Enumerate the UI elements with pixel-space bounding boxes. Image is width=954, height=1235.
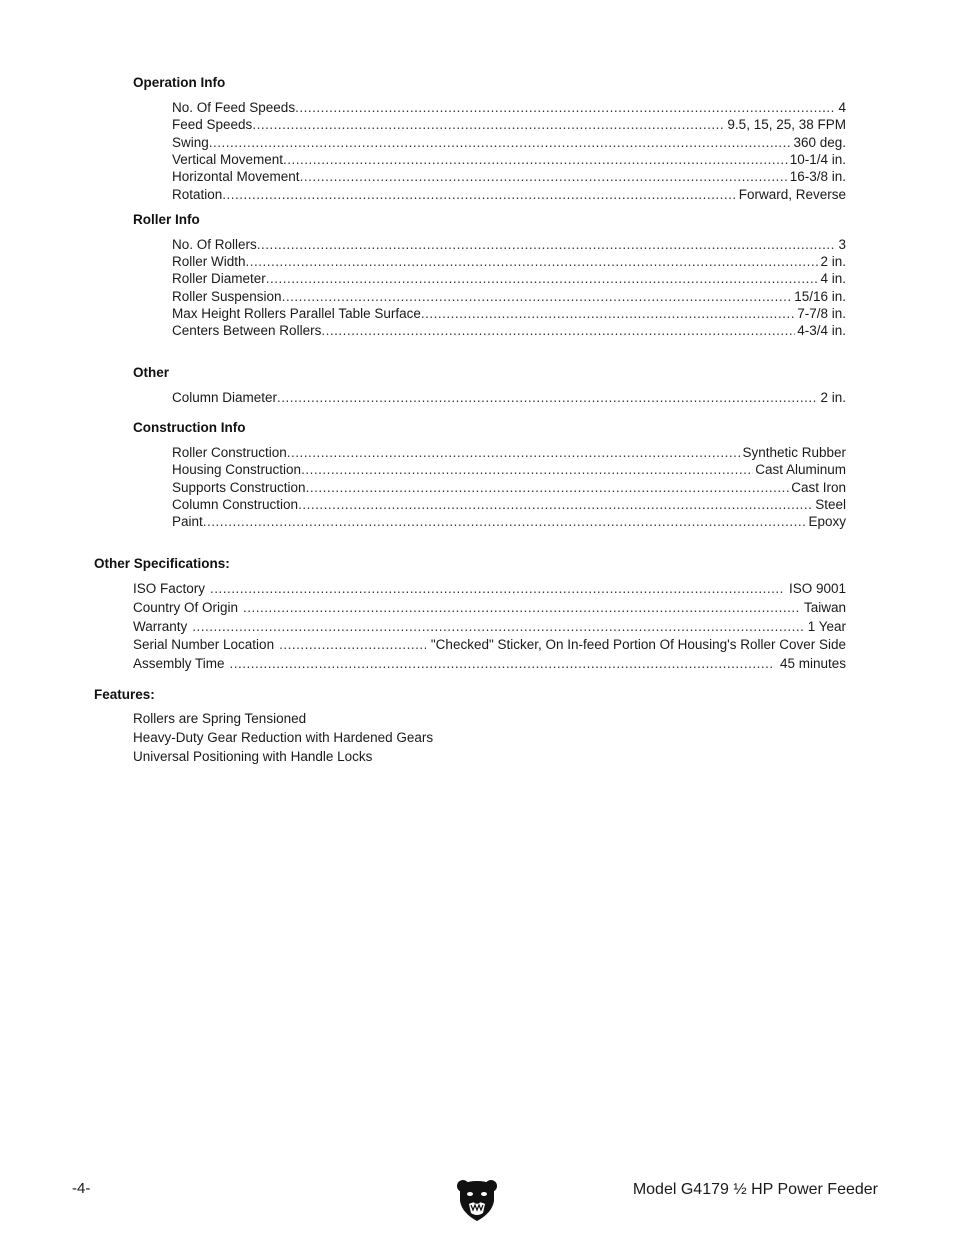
spec-row: [172, 134, 846, 151]
spec-row: [172, 253, 846, 270]
spec-label: Roller Construction: [172, 445, 287, 460]
dot-leader: [306, 479, 790, 496]
spec-row: [133, 599, 846, 616]
spec-value: Epoxy: [808, 514, 846, 529]
spec-value: Taiwan: [803, 600, 846, 615]
spec-label: Assembly Time: [133, 656, 225, 671]
spec-row: [172, 116, 846, 133]
spec-value: Cast Aluminum: [755, 462, 846, 477]
spec-value: 1 Year: [807, 619, 846, 634]
spec-row: [172, 461, 846, 478]
dot-leader: [252, 116, 725, 133]
spec-label: Serial Number Location: [133, 637, 275, 652]
spec-row: [133, 655, 846, 672]
spec-label: Max Height Rollers Parallel Table Surface: [172, 306, 421, 321]
spec-label: Roller Suspension: [172, 289, 282, 304]
dot-leader: [295, 99, 836, 116]
spec-row: [172, 186, 846, 203]
dot-leader: [210, 580, 784, 597]
feature-item: Rollers are Spring Tensioned: [133, 711, 307, 726]
spec-value: 2 in.: [820, 254, 846, 269]
dot-leader: [230, 655, 775, 672]
spec-value: Synthetic Rubber: [742, 445, 846, 460]
spec-label: No. Of Rollers: [172, 237, 257, 252]
dot-leader: [282, 288, 793, 305]
spec-label: Column Construction: [172, 497, 299, 512]
spec-row: [172, 236, 846, 253]
dot-leader: [300, 168, 788, 185]
spec-value: "Checked" Sticker, On In-feed Portion Of Housing's Roller Cover Side: [430, 637, 846, 652]
dot-leader: [203, 513, 807, 530]
dot-leader: [279, 636, 426, 653]
bear-head-icon: [456, 1177, 498, 1223]
spec-value: 3: [838, 237, 846, 252]
spec-value: Cast Iron: [791, 480, 846, 495]
spec-value: 10-1/4 in.: [789, 152, 846, 167]
dot-leader: [222, 186, 736, 203]
spec-label: ISO Factory: [133, 581, 206, 596]
spec-row: [133, 618, 846, 635]
spec-row: [172, 322, 846, 339]
spec-value: 15/16 in.: [794, 289, 846, 304]
spec-label: Horizontal Movement: [172, 169, 300, 184]
manual-title: Model G4179 ½ HP Power Feeder: [632, 1181, 878, 1198]
spec-label: Column Diameter: [172, 390, 278, 405]
dot-leader: [192, 618, 802, 635]
spec-value: ISO 9001: [788, 581, 846, 596]
spec-label: Feed Speeds: [172, 117, 253, 132]
spec-value: 2 in.: [820, 390, 846, 405]
section-heading-other-specs: Other Specifications:: [94, 556, 230, 571]
section-heading-construction: Construction Info: [133, 420, 246, 435]
section-heading-features: Features:: [94, 687, 155, 702]
feature-item: Heavy-Duty Gear Reduction with Hardened Gears: [133, 730, 434, 745]
spec-row: [172, 305, 846, 322]
spec-value: 4: [838, 100, 846, 115]
spec-label: Supports Construction: [172, 480, 306, 495]
spec-value: Steel: [815, 497, 846, 512]
dot-leader: [277, 389, 818, 406]
dot-leader: [266, 270, 819, 287]
section-heading-other: Other: [133, 365, 170, 380]
spec-row: [172, 168, 846, 185]
spec-row: [172, 99, 846, 116]
spec-row: [172, 513, 846, 530]
spec-label: Swing: [172, 135, 209, 150]
spec-row: [133, 636, 846, 653]
dot-leader: [246, 253, 819, 270]
dot-leader: [287, 444, 741, 461]
dot-leader: [421, 305, 795, 322]
spec-label: No. Of Feed Speeds: [172, 100, 296, 115]
spec-value: 9.5, 15, 25, 38 FPM: [727, 117, 846, 132]
spec-label: Paint: [172, 514, 203, 529]
spec-value: 16-3/8 in.: [789, 169, 846, 184]
spec-row: [172, 389, 846, 406]
spec-label: Country Of Origin: [133, 600, 239, 615]
spec-label: Rotation: [172, 187, 223, 202]
spec-value: 360 deg.: [793, 135, 846, 150]
spec-row: [133, 580, 846, 597]
spec-label: Centers Between Rollers: [172, 323, 322, 338]
section-heading-roller: Roller Info: [133, 212, 200, 227]
spec-label: Roller Diameter: [172, 271, 266, 286]
feature-item: Universal Positioning with Handle Locks: [133, 749, 373, 764]
dot-leader: [243, 599, 799, 616]
spec-row: [172, 444, 846, 461]
spec-row: [172, 288, 846, 305]
section-heading-operation: Operation Info: [133, 75, 226, 90]
spec-row: [172, 151, 846, 168]
spec-label: Housing Construction: [172, 462, 302, 477]
dot-leader: [298, 496, 813, 513]
spec-label: Vertical Movement: [172, 152, 284, 167]
spec-label: Warranty: [133, 619, 188, 634]
spec-row: [172, 270, 846, 287]
spec-value: Forward, Reverse: [738, 187, 846, 202]
spec-value: 7-7/8 in.: [797, 306, 846, 321]
spec-value: 45 minutes: [779, 656, 846, 671]
dot-leader: [321, 322, 795, 339]
page-number: -4-: [72, 1180, 91, 1197]
dot-leader: [301, 461, 753, 478]
spec-label: Roller Width: [172, 254, 246, 269]
spec-value: 4 in.: [820, 271, 846, 286]
dot-leader: [283, 151, 788, 168]
spec-row: [172, 479, 846, 496]
spec-value: 4-3/4 in.: [797, 323, 846, 338]
dot-leader: [257, 236, 837, 253]
dot-leader: [209, 134, 792, 151]
spec-row: [172, 496, 846, 513]
